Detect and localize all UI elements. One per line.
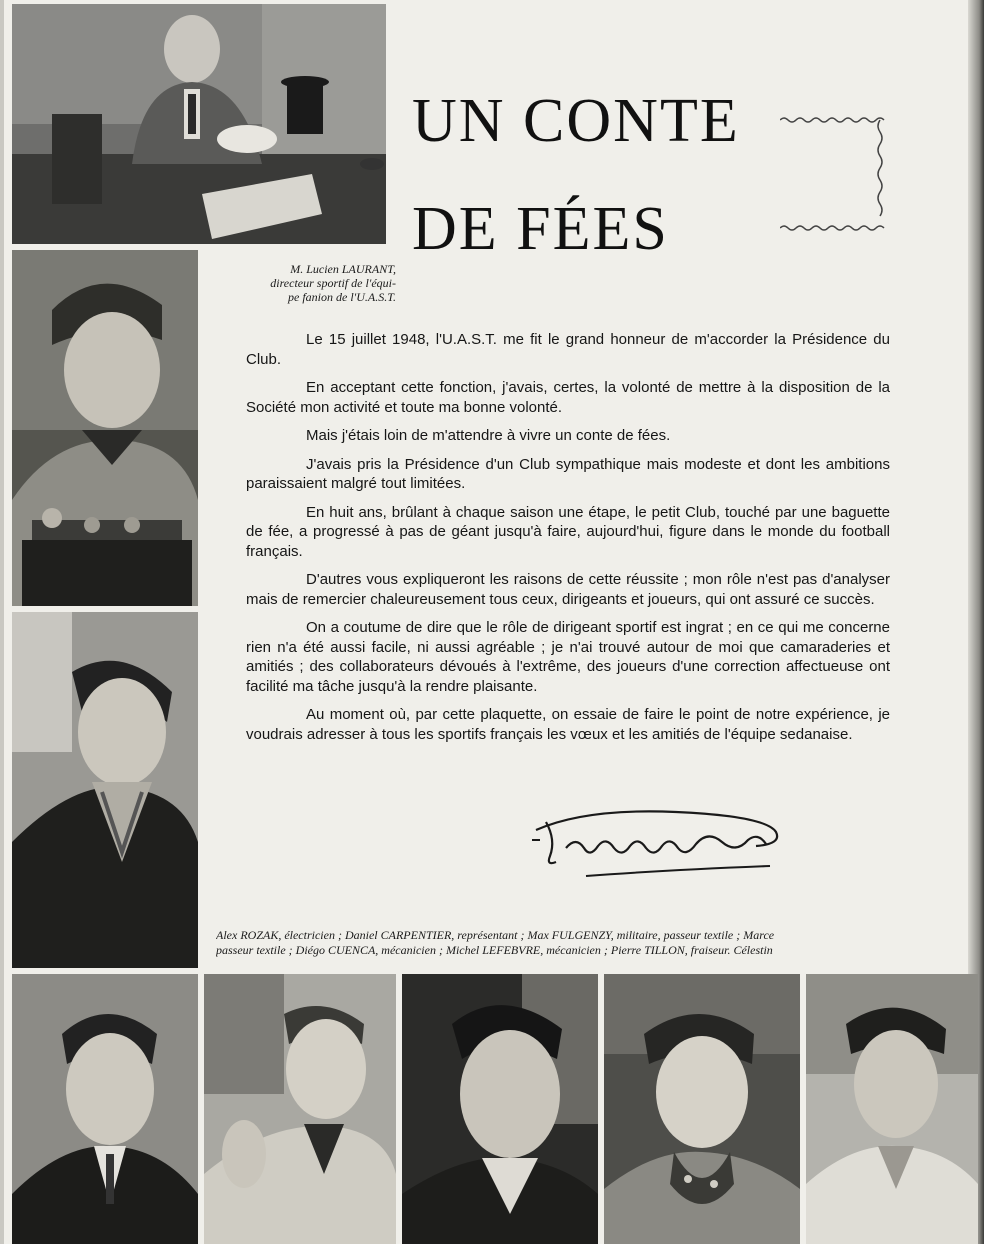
director-caption-line-2: directeur sportif de l'équi- — [270, 276, 396, 290]
article-paragraph-5: En huit ans, brûlant à chaque saison une étape, le petit Club, touché par une baguette de fée, a progressé à pas de géant jusqu'à faire, aujourd'hui, figure dans le monde du football français. — [246, 503, 890, 560]
photo-player-fulgenzy — [402, 974, 598, 1244]
article-paragraph-7: On a coutume de dire que le rôle de dirigeant sportif est ingrat ; en ce qui me concerne rien n'a été aussi facile, ni aussi agréable ; je n'ai trouvé autour de moi que camaraderies et amitiés ; des collaborateurs dévoués à l'extrême, des joueurs d'une correction affectueuse ont facilité ma tâche jusqu'à la rendre plaisante. — [246, 619, 890, 695]
article-paragraph-2: En acceptant cette fonction, j'avais, certes, la volonté de mettre à la disposition de la Société mon activité et toute ma bonne volonté. — [246, 379, 890, 416]
article-paragraph-1: Le 15 juillet 1948, l'U.A.S.T. me fit le grand honneur de m'accorder la Présidence du Club. — [246, 331, 890, 368]
article-paragraph-6: D'autres vous expliqueront les raisons de cette réussite ; mon rôle n'est pas d'analyser mais de remercier chaleureusement tous ceux, dirigeants et joueurs, qui ont assuré ce succès. — [246, 571, 890, 608]
photo-player-1 — [12, 250, 198, 606]
players-caption-line-1: Alex ROZAK, électricien ; Daniel CARPENTIER, représentant ; Max FULGENZY, militaire, passeur textile ; Marce — [216, 928, 775, 942]
players-caption — [216, 928, 984, 958]
article-paragraph-8: Au moment où, par cette plaquette, on essaie de faire le point de notre expérience, je voudrais adresser à tous les sportifs français les vœux et les amitiés de l'équipe sedanaise. — [246, 706, 890, 743]
article-body — [246, 330, 890, 753]
photo-director-at-desk — [12, 4, 386, 244]
photo-player-cuenca — [604, 974, 800, 1244]
page-left-edge — [0, 0, 4, 1244]
article-paragraph-4: J'avais pris la Présidence d'un Club sympathique mais modeste et dont les ambitions paraissaient malgré tout limitées. — [246, 455, 890, 492]
handwritten-signature — [526, 800, 786, 884]
photo-player-lefebvre — [806, 974, 978, 1244]
photo-player-rozak — [12, 974, 198, 1244]
article-paragraph-3: Mais j'étais loin de m'attendre à vivre un conte de fées. — [306, 427, 671, 444]
title-line-2: DE FÉES — [412, 195, 669, 263]
director-caption-line-1: M. Lucien LAURANT, — [290, 262, 396, 276]
director-caption — [226, 262, 396, 304]
title-line-1: UN CONTE — [412, 87, 740, 155]
players-caption-line-2: passeur textile ; Diégo CUENCA, mécanicien ; Michel LEFEBVRE, mécanicien ; Pierre TILLON, fraiseur. Célestin — [216, 943, 773, 957]
photo-player-carpentier — [204, 974, 396, 1244]
title-frame-ornament — [780, 112, 886, 232]
director-caption-line-3: pe fanion de l'U.A.S.T. — [288, 290, 396, 304]
photo-player-2 — [12, 612, 198, 968]
